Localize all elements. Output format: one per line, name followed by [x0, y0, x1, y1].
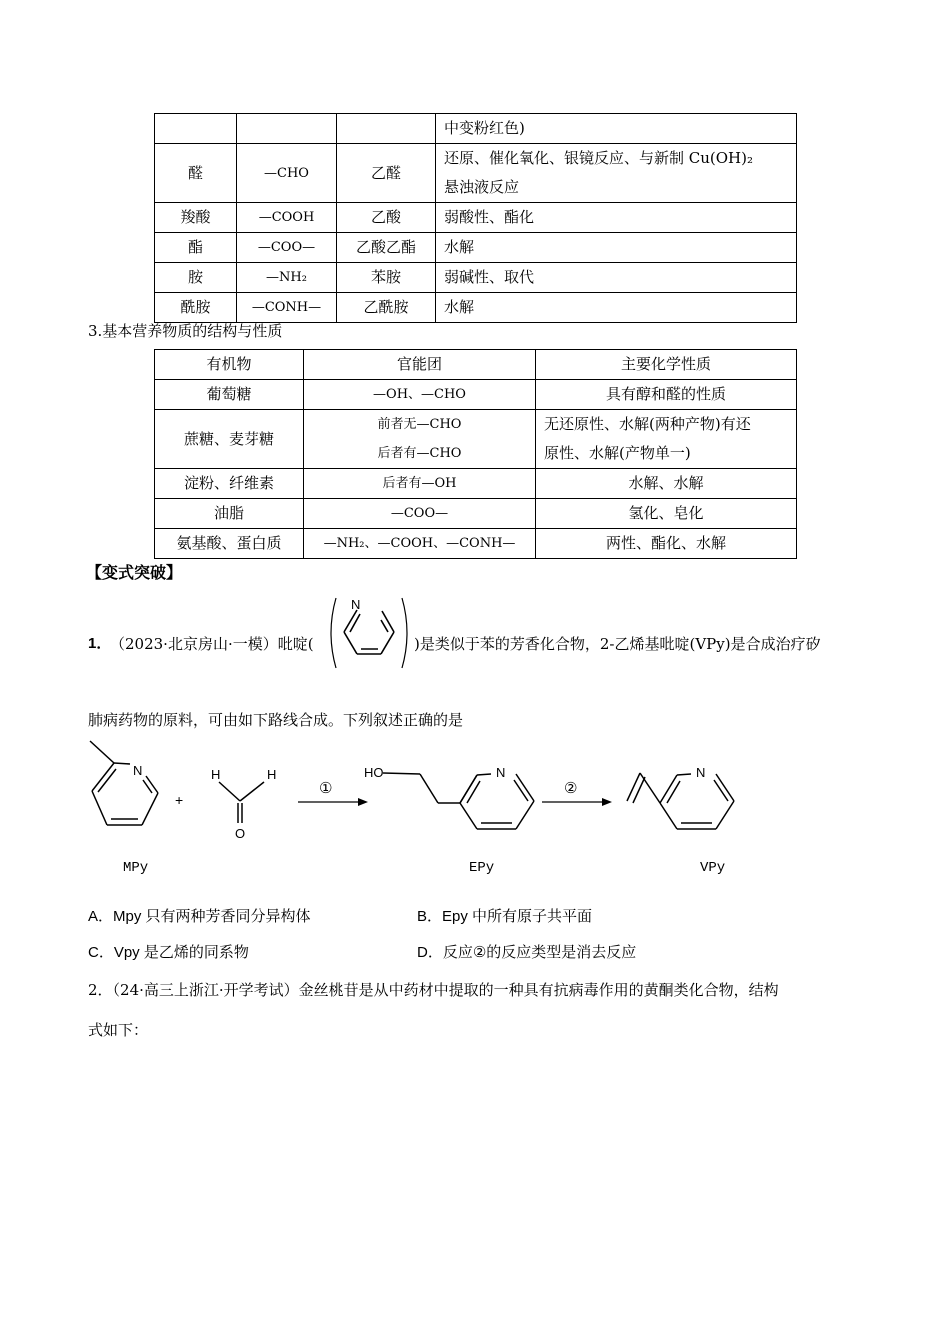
table-cell: 酰胺 — [155, 293, 237, 323]
epy-hydroxyl: HO — [364, 765, 384, 780]
formaldehyde-structure-icon — [219, 782, 264, 823]
table-cell: 具有醇和醛的性质 — [536, 380, 797, 410]
cell-line: 还原、催化氧化、银镜反应、与新制 Cu(OH)₂ — [444, 149, 754, 167]
formaldehyde-h-right: H — [267, 767, 277, 782]
arrowhead-step1-icon — [358, 798, 368, 806]
cell-line: 无还原性、水解(两种产物)有还 — [544, 415, 751, 433]
table-cell: 葡萄糖 — [155, 380, 304, 410]
question-text-line2: 肺病药物的原料，可由如下路线合成。下列叙述正确的是 — [88, 711, 464, 729]
table-cell — [536, 410, 797, 469]
table-cell: 氢化、皂化 — [536, 499, 797, 529]
step2-label: ② — [564, 780, 578, 797]
formaldehyde-h-left: H — [211, 767, 221, 782]
table-row — [155, 263, 797, 293]
mpy-structure-icon — [90, 741, 158, 825]
section-title: 3.基本营养物质的结构与性质 — [88, 322, 283, 340]
table-cell — [436, 144, 797, 203]
question2-text: 2．（24·高三上浙江·开学考试）金丝桃苷是从中药材中提取的一种具有抗病毒作用的黄酮类化合物，结构 — [88, 981, 779, 999]
cell-line: 悬浊液反应 — [444, 178, 520, 196]
reaction-scheme — [80, 735, 780, 885]
table-cell: 乙酸乙酯 — [337, 233, 436, 263]
nitrogen-label: N — [351, 597, 361, 612]
variant-header: 【变式突破】 — [86, 563, 183, 582]
column-header: 有机物 — [155, 350, 304, 380]
table-row — [155, 499, 797, 529]
table-cell: 氨基酸、蛋白质 — [155, 529, 304, 559]
table-row — [155, 380, 797, 410]
mpy-nitrogen: N — [133, 763, 143, 778]
table-cell: —COO— — [304, 499, 536, 529]
table-cell: 醛 — [155, 144, 237, 203]
table-cell — [155, 114, 237, 144]
question-number: 1． — [88, 635, 112, 652]
table-cell: —COO— — [237, 233, 337, 263]
table-row — [155, 469, 797, 499]
arrowhead-step2-icon — [602, 798, 612, 806]
label-mpy: MPy — [123, 860, 149, 876]
option-a[interactable]: A．Mpy 只有两种芳香同分异构体 — [88, 908, 311, 925]
table-cell: 蔗糖、麦芽糖 — [155, 410, 304, 469]
table-cell: 油脂 — [155, 499, 304, 529]
table-cell: 中变粉红色) — [436, 114, 797, 144]
table-row — [155, 114, 797, 144]
table-cell: 水解、水解 — [536, 469, 797, 499]
table-cell: —CHO — [237, 144, 337, 203]
table-row — [155, 410, 797, 469]
table-cell: 弱酸性、酯化 — [436, 203, 797, 233]
table-cell: 乙酸 — [337, 203, 436, 233]
pyridine-ring-icon — [344, 610, 394, 654]
table-cell: —CONH— — [237, 293, 337, 323]
vpy-nitrogen: N — [696, 765, 706, 780]
table-cell: 羧酸 — [155, 203, 237, 233]
question-text: )是类似于苯的芳香化合物，2-乙烯基吡啶(VPy)是合成治疗矽 — [414, 635, 821, 653]
table-cell: —NH₂ — [237, 263, 337, 293]
table-cell: 两性、酯化、水解 — [536, 529, 797, 559]
table-cell: 酯 — [155, 233, 237, 263]
table-cell — [337, 114, 436, 144]
table-row — [155, 203, 797, 233]
label-epy: EPy — [469, 860, 495, 876]
epy-structure-icon — [383, 773, 534, 829]
table-cell: —NH₂、—COOH、—CONH— — [304, 529, 536, 559]
table-cell: 水解 — [436, 293, 797, 323]
cell-line: 后者有—CHO — [377, 446, 462, 461]
column-header: 主要化学性质 — [536, 350, 797, 380]
table-cell — [237, 114, 337, 144]
table-cell — [304, 410, 536, 469]
table-row — [155, 233, 797, 263]
table-cell: 苯胺 — [337, 263, 436, 293]
epy-nitrogen: N — [496, 765, 506, 780]
question2-text-line2: 式如下： — [88, 1021, 149, 1039]
option-b[interactable]: B．Epy 中所有原子共平面 — [417, 908, 593, 925]
table-cell: 乙酰胺 — [337, 293, 436, 323]
cell-line: 原性、水解(产物单一) — [544, 444, 691, 462]
option-d[interactable]: D．反应②的反应类型是消去反应 — [417, 944, 637, 961]
vpy-structure-icon — [627, 773, 734, 829]
table-cell: —COOH — [237, 203, 337, 233]
functional-group-table — [154, 113, 797, 323]
table-cell: —OH、—CHO — [304, 380, 536, 410]
bracket-left-icon — [331, 598, 336, 668]
table-cell: 乙醛 — [337, 144, 436, 203]
table-cell: 胺 — [155, 263, 237, 293]
table-cell: 弱碱性、取代 — [436, 263, 797, 293]
formaldehyde-oxygen: O — [235, 826, 246, 841]
table-row — [155, 144, 797, 203]
option-c[interactable]: C．Vpy 是乙烯的同系物 — [88, 944, 249, 961]
nutrient-table — [154, 349, 797, 559]
table-cell: 后者有—OH — [304, 469, 536, 499]
plus-sign: + — [175, 792, 184, 808]
table-row — [155, 529, 797, 559]
table-header-row — [155, 350, 797, 380]
table-cell: 淀粉、纤维素 — [155, 469, 304, 499]
question-source: （2023·北京房山·一模）吡啶( — [110, 635, 314, 653]
bracket-right-icon — [402, 598, 407, 668]
cell-line: 前者无—CHO — [377, 417, 462, 432]
table-row — [155, 293, 797, 323]
table-cell: 水解 — [436, 233, 797, 263]
label-vpy: VPy — [700, 860, 726, 876]
step1-label: ① — [319, 780, 333, 797]
pyridine-structure — [324, 592, 414, 674]
column-header: 官能团 — [304, 350, 536, 380]
